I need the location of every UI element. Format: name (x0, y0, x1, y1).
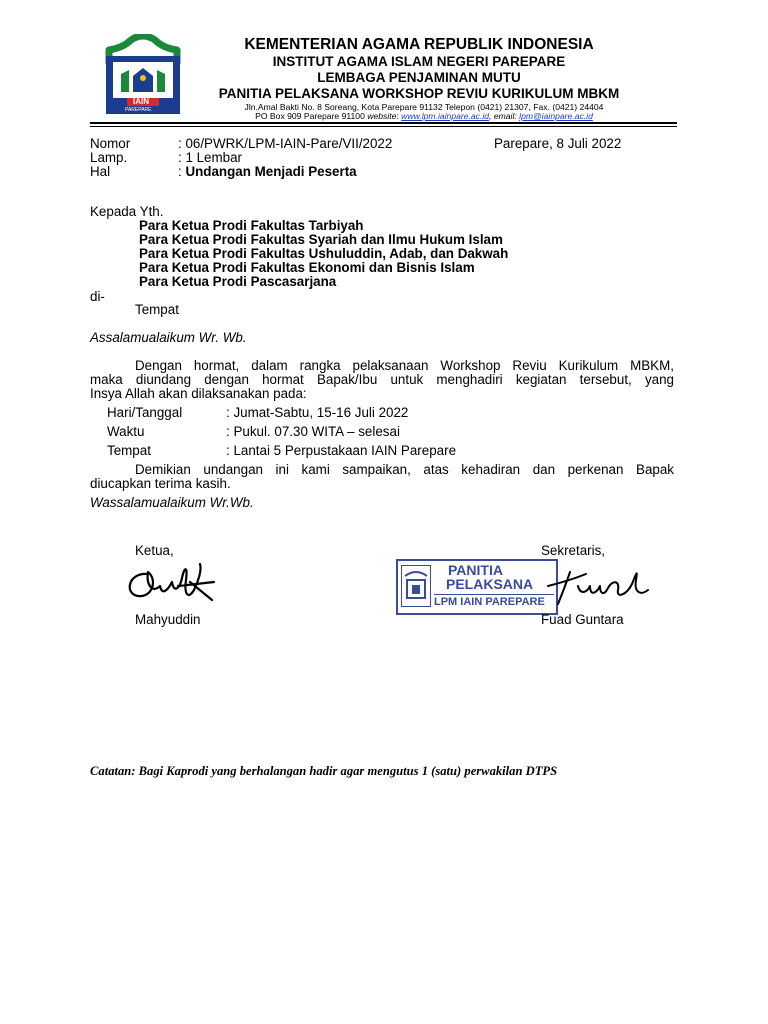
closing-line-1 (135, 462, 674, 477)
right-signature (540, 560, 655, 608)
address-line-2 (200, 111, 648, 121)
website-colon: : (396, 111, 402, 121)
website-label: website (367, 111, 397, 121)
recipient-di: di- (90, 289, 105, 304)
footnote: Catatan: Bagi Kaprodi yang berhalangan hadir agar mengutus 1 (satu) perwakilan DTPS (90, 764, 558, 778)
stamp-line-3: LPM IAIN PAREPARE (434, 594, 554, 608)
paragraph-line-2 (90, 372, 674, 387)
paragraph-line-3: Insya Allah akan dilaksanakan pada: (90, 386, 307, 401)
stamp-emblem (401, 565, 431, 607)
stamp-line-1: PANITIA (448, 562, 503, 578)
nomor-label: Nomor (90, 136, 131, 151)
schedule-label: Waktu (107, 424, 145, 439)
place-date: Parepare, 8 Juli 2022 (494, 136, 622, 151)
closing-text: Demikian undangan ini kami sampaikan, atas kehadiran dan perkenan Bapak (135, 462, 674, 477)
recipient-item: Para Ketua Prodi Fakultas Syariah dan Ilmu Hukum Islam (139, 232, 503, 247)
paragraph-text: maka diundang dengan hormat Bapak/Ibu untuk menghadiri kegiatan tersebut, yang (90, 372, 674, 387)
recipient-item: Para Ketua Prodi Fakultas Tarbiyah (139, 218, 364, 233)
paragraph-line-1 (135, 358, 674, 373)
hal-colon: : (178, 164, 186, 179)
hal-value (178, 164, 357, 179)
left-signature (118, 560, 228, 612)
recipient-item: Para Ketua Prodi Fakultas Ekonomi dan Bisnis Islam (139, 260, 475, 275)
left-signatory-title: Ketua, (135, 543, 174, 558)
website-link[interactable]: www.lpm.iainpare.ac.id (401, 111, 490, 121)
recipient-item: Para Ketua Prodi Pascasarjana (139, 274, 337, 289)
committee-heading: PANITIA PELAKSANA WORKSHOP REVIU KURIKULUM MBKM (218, 86, 620, 101)
logo-caption: PAREPARE (125, 107, 152, 113)
letterhead-rule-thick (90, 122, 677, 124)
stamp-line-2: PELAKSANA (446, 576, 534, 592)
lamp-value: : 1 Lembar (178, 150, 243, 165)
left-signatory-name: Mahyuddin (135, 612, 201, 627)
schedule-value: : Jumat-Sabtu, 15-16 Juli 2022 (226, 405, 409, 420)
recipient-tempat: Tempat (135, 302, 179, 317)
institution-logo (103, 34, 183, 116)
schedule-label: Hari/Tanggal (107, 405, 183, 420)
logo-text: IAIN (133, 97, 149, 106)
recipient-intro: Kepada Yth. (90, 204, 164, 219)
official-stamp (396, 559, 558, 615)
recipient-item: Para Ketua Prodi Fakultas Ushuluddin, Adab, dan Dakwah (139, 246, 509, 261)
po-box-text: PO Box 909 Parepare 91100 (255, 111, 368, 121)
paragraph-text: Dengan hormat, dalam rangka pelaksanaan Workshop Reviu Kurikulum MBKM, (135, 358, 674, 373)
right-signatory-title: Sekretaris, (541, 543, 605, 558)
closing-line-2: diucapkan terima kasih. (90, 476, 231, 491)
schedule-value: : Lantai 5 Perpustakaan IAIN Parepare (226, 443, 457, 458)
greeting: Assalamualaikum Wr. Wb. (90, 330, 247, 345)
schedule-value: : Pukul. 07.30 WITA – selesai (226, 424, 400, 439)
institute-heading: INSTITUT AGAMA ISLAM NEGERI PAREPARE (272, 54, 566, 69)
letterhead-rule-thin (90, 126, 677, 127)
nomor-value: : 06/PWRK/LPM-IAIN-Pare/VII/2022 (178, 136, 393, 151)
right-signatory-name: Fuad Guntara (541, 612, 624, 627)
lamp-label: Lamp. (90, 150, 128, 165)
farewell: Wassalamualaikum Wr.Wb. (90, 495, 254, 510)
hal-subject: Undangan Menjadi Peserta (185, 164, 357, 179)
ministry-heading: KEMENTERIAN AGAMA REPUBLIK INDONESIA (244, 36, 594, 53)
unit-heading: LEMBAGA PENJAMINAN MUTU (317, 70, 521, 85)
schedule-label: Tempat (107, 443, 151, 458)
email-label: , email: (489, 111, 520, 121)
address-line-1: Jln.Amal Bakti No. 8 Soreang, Kota Parepare 91132 Telepon (0421) 21307, Fax. (0421) 24404 (244, 102, 604, 112)
email-link[interactable]: lpm@iainpare.ac.id (519, 111, 593, 121)
hal-label: Hal (90, 164, 111, 179)
